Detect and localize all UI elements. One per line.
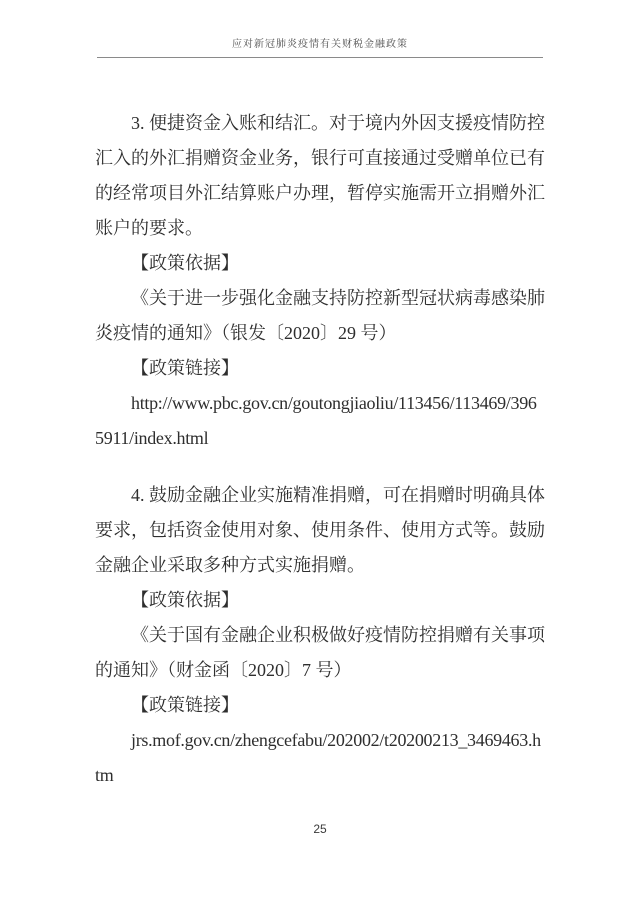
policy-link-label: 【政策链接】 — [131, 358, 239, 378]
page-number: 25 — [313, 822, 327, 836]
policy-basis-text: 《关于国有金融企业积极做好疫情防控捐赠有关事项的通知》（财金函〔2020〕7 号） — [95, 625, 545, 680]
policy-basis-text: 《关于进一步强化金融支持防控新型冠状病毒感染肺炎疫情的通知》（银发〔2020〕29 号） — [95, 288, 545, 343]
policy-section-3 — [95, 106, 545, 456]
policy-basis-label: 【政策依据】 — [131, 253, 239, 273]
page-content — [95, 106, 545, 793]
policy-link-label: 【政策链接】 — [131, 695, 239, 715]
page-header — [97, 38, 543, 58]
policy-basis-label: 【政策依据】 — [131, 590, 239, 610]
policy-section-4 — [95, 478, 545, 793]
header-title: 应对新冠肺炎疫情有关财税金融政策 — [232, 39, 408, 50]
policy-link-url: http://www.pbc.gov.cn/goutongjiaoliu/113456/113469/3965911/index.html — [95, 393, 537, 448]
policy-link-url: jrs.mof.gov.cn/zhengcefabu/202002/t20200213_3469463.htm — [95, 730, 541, 785]
policy-paragraph: 3. 便捷资金入账和结汇。对于境内外因支援疫情防控汇入的外汇捐赠资金业务，银行可直接通过受赠单位已有的经常项目外汇结算账户办理，暂停实施需开立捐赠外汇账户的要求。 — [95, 113, 545, 238]
policy-paragraph: 4. 鼓励金融企业实施精准捐赠，可在捐赠时明确具体要求，包括资金使用对象、使用条件、使用方式等。鼓励金融企业采取多种方式实施捐赠。 — [95, 485, 545, 575]
